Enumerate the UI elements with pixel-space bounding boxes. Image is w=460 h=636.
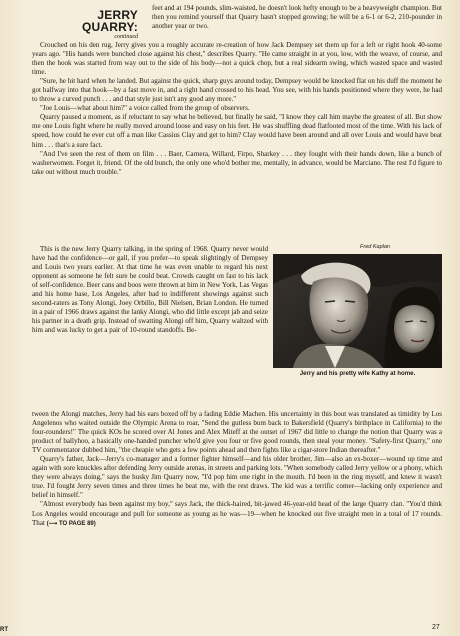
article-body-column	[32, 245, 268, 335]
kicker-title: JERRY QUARRY:	[81, 8, 138, 34]
photo-image	[273, 254, 442, 368]
lead-text: feet and at 194 pounds, slim-waisted, he doesn't look hefty enough to be a heavyweight champion. But then you remind yourself that Quarry hasn't stopped growing; he will be a 6-1 or 6-2, 210-pounder in another year or two.	[152, 4, 442, 31]
last-paragraph-text: "Almost everybody has been against my boy," says Jack, the thick-haired, bit-jawed 46-year-old head of the large Quarry clan. "You'd think Los Angeles would encourage and pull for someone as young as he was—19—when he knocked out five straight men in a total of 17 rounds. That	[32, 500, 442, 527]
arrow-right-icon: ⟶	[48, 520, 58, 527]
body-paragraph: Quarry's father, Jack—Jerry's co-manager and a former fighter himself—and his older brother, Jim—also an ex-boxer—wound up time and again with sore knuckles after defending Jerry outside arenas, in streets and parking lots. "When somebody called Jerry yellow or a phony, which they were always doing," says the husky Jim Quarry now, "I'd pop him one right in the mouth. I'd been in the ring myself, and knew it wasn't true. I'd fought Jerry seven times and three times he beat me, with the rest draws. The kid was a terrific comer—lacking only experience and belief in himself."	[32, 455, 442, 500]
continued-on-text: TO PAGE 89)	[58, 520, 96, 527]
footer-section-label: RT	[0, 627, 8, 633]
body-paragraph-last	[32, 500, 442, 528]
article-body-top	[32, 41, 442, 177]
article-body-bottom	[32, 410, 442, 529]
body-paragraph: Crouched on his den rug, Jerry gives you a roughly accurate re-creation of how Jack Dempsey set them up for a left or right hook 40-some years ago. "His hands were bunched close against his chest," describes Quarry. "He came straight in at you, low, with the weave, of course, and then the hook was started from way out to the side of his body—not a quick chop, but a real sidearm swing, which wasted space and wasted time.	[32, 41, 442, 77]
kicker-continued: continued	[114, 34, 138, 40]
body-paragraph: "And I've seen the rest of them on film . . . Baer, Carnera, Willard, Firpo, Sharkey . . . they fought with their hands down, like a bunch of washerwomen. Forget it, friend. Of the old bunch, the only one who'd bother me, mentally, in advance, would be Marciano. The rest I'd figure to take out without much trouble."	[32, 149, 442, 176]
section-kicker	[52, 9, 138, 40]
couple-photo	[273, 254, 442, 368]
body-paragraph: tween the Alongi matches, Jerry had his ears boxed off by a fading Eddie Machen. His uncertainty in this bout was translated as timidity by Los Angelenos who waited outside the Olympic Arena to roar, "Send the gutless bum back to Bakersfield (Quarry's birthplace in California) to the four-rounders!" The quick KOs he scored over Al Jones and Alex Miteff at the outset of 1967 did little to change the notion that Quarry was a product of ballyhoo, a basically one-handed puncher who'd give you four or five good rounds, then steal your money. "Safety-first Quarry," one TV commentator dubbed him, "the cheapie who gets a few points ahead and then fights like a cigar-store Indian thereafter."	[32, 410, 442, 455]
photo-credit: Fred Kaplan	[360, 244, 390, 250]
page-number: 27	[432, 624, 440, 631]
body-paragraph: Quarry paused a moment, as if reluctant to say what he believed, but finally he said, "I know they call him maybe the greatest of all. But show me one Louis fight where he really moved around loose and easy on his feet. He was shuffling dead flatfooted most of the time. With his lack of speed, how could he ever cut off a man like Cassius Clay and get to him? Clay would have been around and all over Louis and would have beat him . . . that's a sure fact.	[32, 113, 442, 149]
body-paragraph: "Joe Louis—what about him?" a voice called from the group of observers.	[40, 104, 250, 113]
body-paragraph: This is the new Jerry Quarry talking, in the spring of 1968. Quarry never would have had the confidence—or gall, if you prefer—to speak slightingly of Dempsey and Louis two years earlier. At that time he was even unable to regard his next opponent as someone he felt sure he could beat. Crowds caught on fast to his lack of self-confidence. Beer cans and boos were thrown at him in New York, Las Vegas and his home base, Los Angeles, after bad to indifferent showings against such second-raters as Tony Alongi, Joey Orbillo, Bill Nielsen, Brian London. He turned in a pair of 1966 draws against the lanky Alongi, who did little except jab and seize his partner in a death grip. Instead of swatting Alongi off him, Quarry waltzed with him and was lucky to get a pair of 10-round standoffs. Be-	[32, 245, 268, 335]
lead-paragraph	[152, 4, 442, 31]
photo-caption: Jerry and his pretty wife Kathy at home.	[299, 370, 416, 377]
continued-on-reference[interactable]: (⟶ TO PAGE 89)	[46, 520, 96, 527]
body-paragraph: "Sure, he hit hard when he landed. But against the quick, sharp guys around today, Dempsey would be knocked flat on his duff the moment he got halfway into that hook—by a fast move in, and a right hand crossed to his head. You see, with his hands positioned where they were, he had to throw a curved punch . . . and that style just isn't any good any more."	[32, 77, 442, 104]
